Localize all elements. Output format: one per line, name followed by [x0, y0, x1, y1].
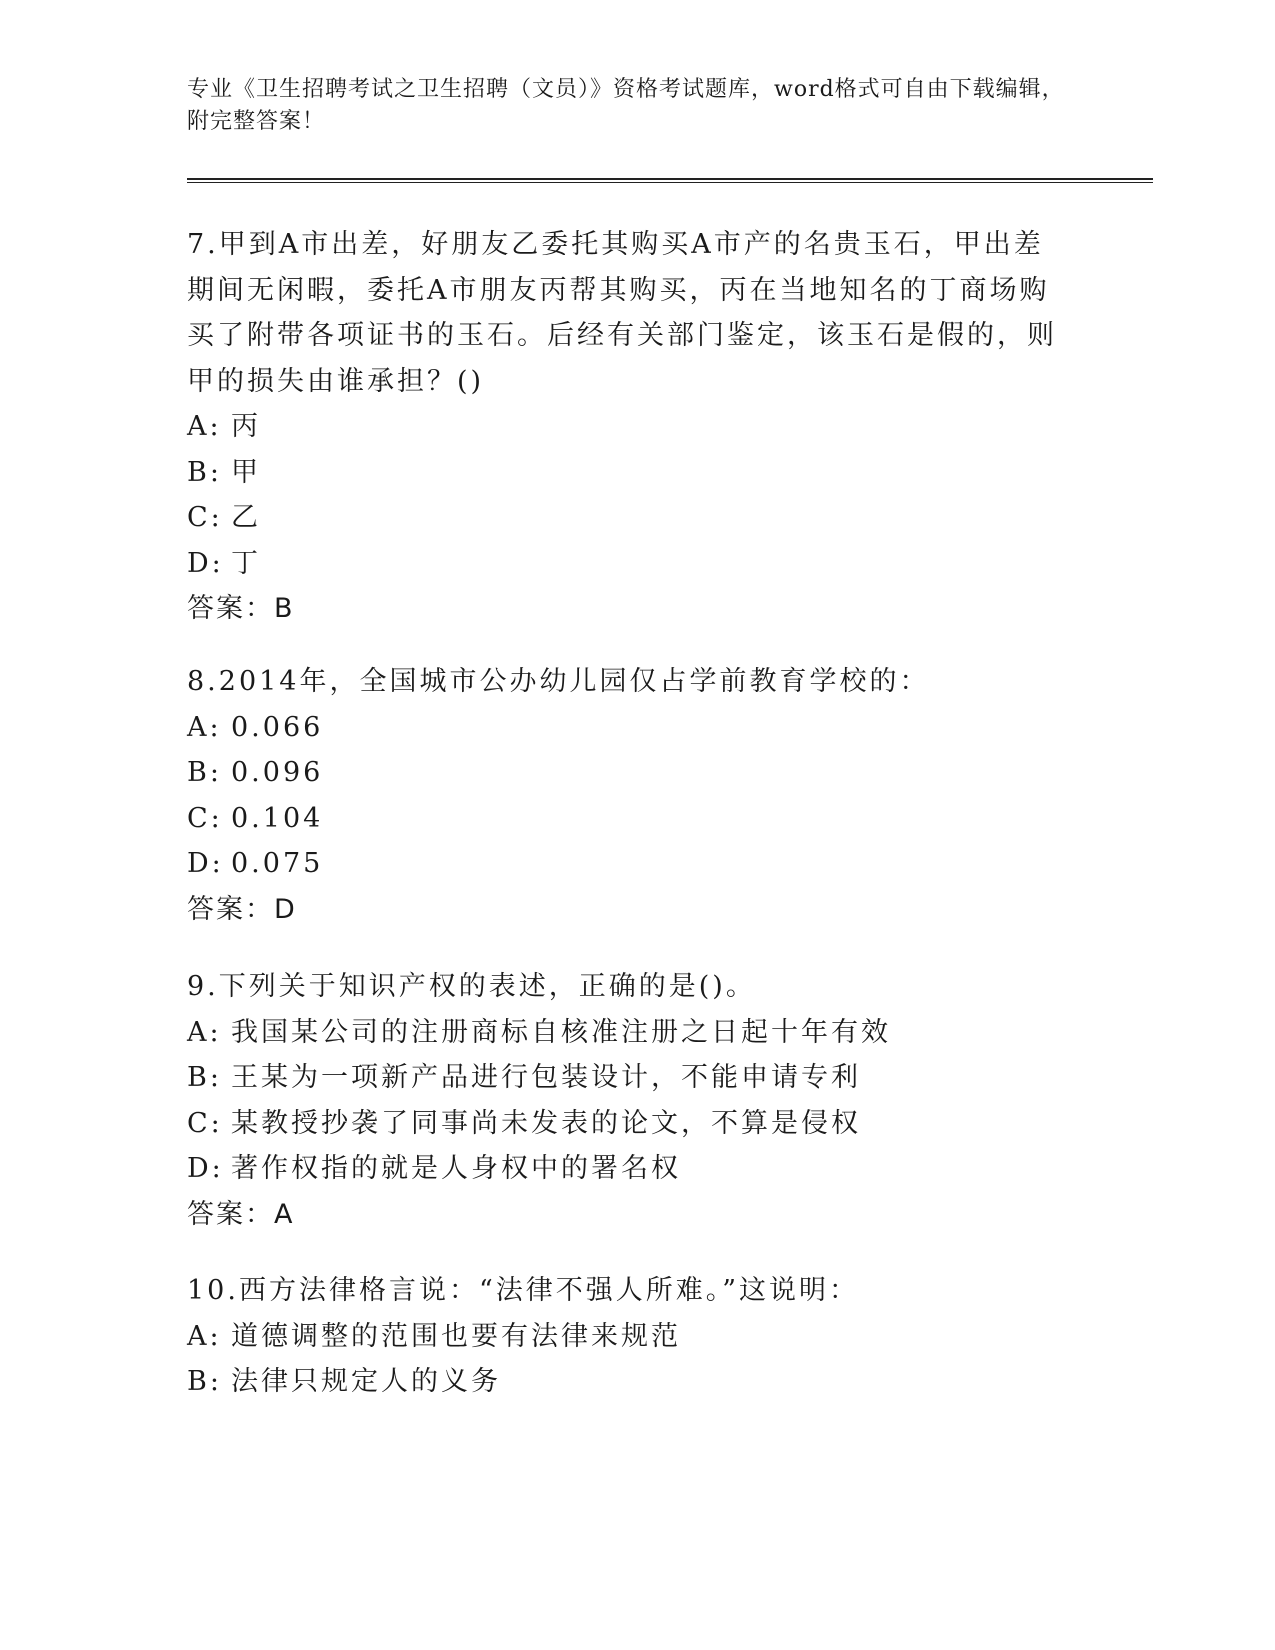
option-text: 王某为一项新产品进行包装设计，不能申请专利 [231, 1062, 861, 1093]
answer-line: 答案：A [187, 1198, 295, 1230]
option-c [187, 796, 1067, 842]
question-10 [187, 1268, 1067, 1405]
option-a [187, 1314, 1067, 1360]
option-key: A: [187, 411, 222, 442]
option-key: B: [187, 1062, 222, 1093]
option-key: B: [187, 1366, 222, 1397]
option-text: 某教授抄袭了同事尚未发表的论文，不算是侵权 [231, 1107, 861, 1139]
question-stem: 7.甲到A市出差，好朋友乙委托其购买A市产的名贵玉石，甲出差期间无闲暇，委托A市朋友丙帮其购买，丙在当地知名的丁商场购买了附带各项证书的玉石。后经有关部门鉴定，该玉石是假的，则甲的损失由谁承担？() [187, 229, 1057, 397]
option-text: 法律只规定人的义务 [231, 1366, 501, 1397]
option-b [187, 1055, 1067, 1101]
option-text: 乙 [231, 502, 261, 533]
option-a [187, 705, 1067, 751]
option-text: 0.075 [231, 848, 324, 879]
header-divider [187, 178, 1153, 183]
option-text: 丙 [231, 411, 261, 442]
option-d [187, 541, 1067, 587]
question-7 [187, 222, 1067, 632]
option-text: 甲 [231, 456, 261, 488]
answer-line: 答案：D [187, 893, 297, 925]
option-b [187, 1359, 1067, 1405]
answer-line: 答案：B [187, 593, 295, 624]
option-key: A: [187, 711, 222, 743]
option-key: A: [187, 1320, 222, 1352]
option-text: 0.104 [231, 802, 324, 834]
option-text: 丁 [231, 547, 261, 579]
question-stem: 9.下列关于知识产权的表述，正确的是()。 [187, 971, 756, 1002]
option-key: B: [187, 456, 222, 488]
option-c [187, 495, 1067, 541]
question-stem: 10.西方法律格言说：“法律不强人所难。”这说明： [187, 1275, 860, 1306]
option-c [187, 1101, 1067, 1147]
question-8 [187, 659, 1067, 932]
option-key: C: [187, 502, 223, 533]
option-a [187, 1010, 1067, 1056]
document-header: 专业《卫生招聘考试之卫生招聘（文员）》资格考试题库，word格式可自由下载编辑，附完整答案！ [187, 77, 1065, 134]
option-key: B: [187, 757, 222, 788]
option-text: 0.096 [231, 757, 324, 788]
option-d [187, 1146, 1067, 1192]
option-key: D: [187, 547, 224, 579]
question-stem: 8.2014年，全国城市公办幼儿园仅占学前教育学校的： [187, 666, 930, 697]
option-text: 著作权指的就是人身权中的署名权 [231, 1153, 681, 1184]
option-d [187, 841, 1067, 887]
option-b [187, 450, 1067, 496]
option-key: C: [187, 1107, 223, 1139]
option-text: 0.066 [231, 711, 324, 743]
option-b [187, 750, 1067, 796]
option-text: 我国某公司的注册商标自核准注册之日起十年有效 [231, 1016, 891, 1048]
option-key: D: [187, 1153, 224, 1184]
option-text: 道德调整的范围也要有法律来规范 [231, 1320, 681, 1352]
option-key: C: [187, 802, 223, 834]
option-a [187, 404, 1067, 450]
option-key: D: [187, 848, 224, 879]
option-key: A: [187, 1016, 222, 1048]
question-9 [187, 964, 1067, 1237]
